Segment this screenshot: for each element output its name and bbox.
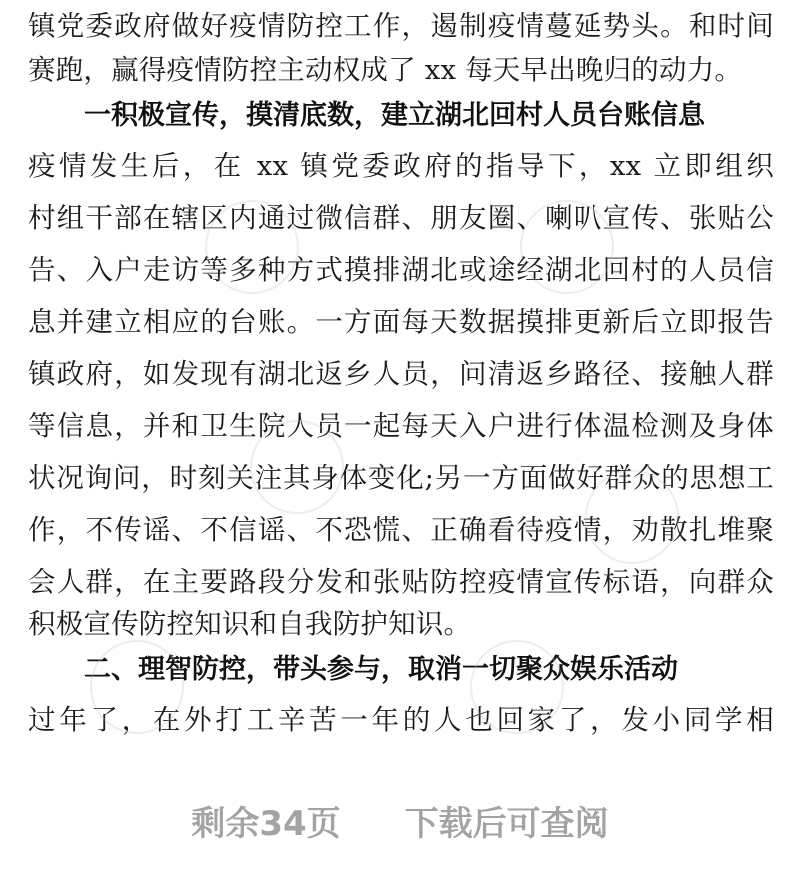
body-line: 息并建立相应的台账。一方面每天数据摸排更新后立即报告	[28, 306, 774, 338]
download-to-view-label[interactable]: 下载后可查阅	[404, 803, 609, 844]
body-line: 过年了，在外打工辛苦一年的人也回家了，发小同学相	[28, 704, 774, 736]
remaining-pages-label[interactable]: 剩余34页	[191, 803, 341, 844]
body-line: 镇党委政府做好疫情防控工作，遏制疫情蔓延势头。和时间	[28, 10, 774, 42]
download-prompt[interactable]	[0, 790, 800, 850]
body-line: 会人群，在主要路段分发和张贴防控疫情宣传标语，向群众	[28, 566, 774, 598]
section-heading-1: 一积极宣传，摸清底数，建立湖北回村人员台账信息	[84, 100, 705, 131]
section-heading-2: 二、理智防控，带头参与，取消一切聚众娱乐活动	[84, 654, 678, 685]
body-line: 积极宣传防控知识和自我防护知识。	[28, 608, 472, 640]
body-line: 镇政府，如发现有湖北返乡人员，问清返乡路径、接触人群	[28, 358, 774, 390]
body-line: 疫情发生后，在 xx 镇党委政府的指导下，xx 立即组织	[28, 150, 774, 182]
body-line: 作，不传谣、不信谣、不恐慌、正确看待疫情，劝散扎堆聚	[28, 514, 774, 546]
content-fade	[0, 740, 800, 760]
body-line: 村组干部在辖区内通过微信群、朋友圈、喇叭宣传、张贴公	[28, 202, 774, 234]
body-line: 告、入户走访等多种方式摸排湖北或途经湖北回村的人员信	[28, 254, 774, 286]
body-line: 等信息，并和卫生院人员一起每天入户进行体温检测及身体	[28, 410, 774, 442]
body-line: 赛跑，赢得疫情防控主动权成了 xx 每天早出晚归的动力。	[28, 54, 743, 86]
body-line: 状况询问，时刻关注其身体变化;另一方面做好群众的思想工	[28, 462, 774, 494]
